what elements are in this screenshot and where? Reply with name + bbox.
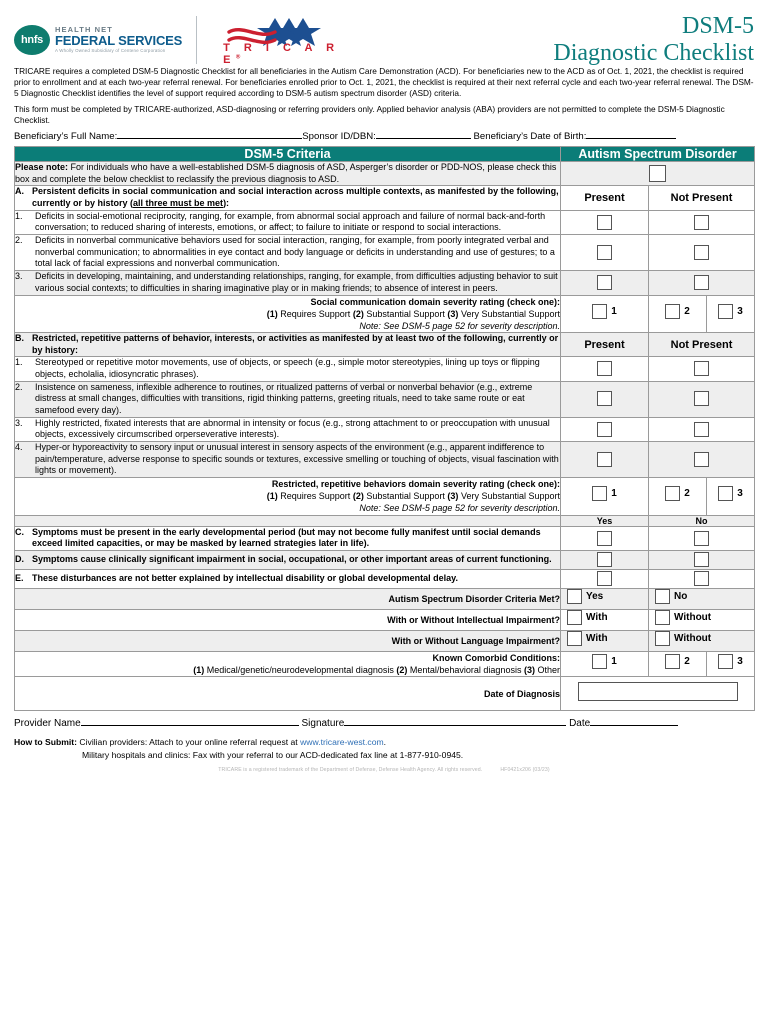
comorbid-conditions-row bbox=[15, 651, 755, 676]
section-a-item-1-body: Deficits in social-emotional reciprocity, ranging, for example, from abnormal social approach and failure of normal back-and-forth conversation; to reduced sharing of interests, emotions, or affect; to failure to initiate or respond to social interactions. bbox=[35, 210, 546, 233]
please-note-checkbox[interactable] bbox=[649, 165, 666, 182]
section-d-body: Symptoms cause clinically significant impairment in social, occupational, or other important areas of current functioning. bbox=[32, 554, 552, 565]
tricare-west-link[interactable]: www.tricare-west.com bbox=[300, 737, 384, 748]
section-b-item-4-notpresent-checkbox[interactable] bbox=[694, 452, 709, 467]
registered-mark-icon: ® bbox=[235, 54, 241, 61]
criteria-met-yes-cell[interactable] bbox=[561, 588, 649, 609]
section-a-letter: A. bbox=[15, 186, 24, 197]
yesno-subheader-row bbox=[15, 515, 755, 526]
section-a-item-3-number: 3. bbox=[15, 271, 23, 282]
section-d-letter: D. bbox=[15, 554, 24, 565]
section-b-severity-2-label: 2 bbox=[684, 488, 690, 500]
section-d-yes-checkbox[interactable] bbox=[597, 552, 612, 567]
section-b-present-header: Present bbox=[561, 332, 649, 356]
section-a-severity-3-checkbox[interactable] bbox=[718, 304, 733, 319]
criteria-met-yes-checkbox[interactable] bbox=[567, 589, 582, 604]
section-a-item-3-text bbox=[15, 271, 561, 295]
section-b-item-1-notpresent-checkbox[interactable] bbox=[694, 361, 709, 376]
section-c-text bbox=[15, 526, 561, 550]
section-a-item-2-body: Deficits in nonverbal communicative behaviors used for social interaction, ranging, for example, from poorly integrated verbal and nonverbal communication; to abnormalities in eye contact and body language or deficits in understanding and use of gestures; to a total lack of facial expressions and nonverbal communication. bbox=[35, 235, 555, 269]
comorbid-n3: (3) bbox=[523, 665, 535, 676]
section-a-severity-text bbox=[15, 295, 561, 332]
section-c-yes-checkbox[interactable] bbox=[597, 531, 612, 546]
criteria-met-yes-label: Yes bbox=[586, 590, 604, 602]
language-without-label: Without bbox=[674, 632, 712, 644]
section-a-item-3-present-checkbox[interactable] bbox=[597, 275, 612, 290]
yesno-subheader-spacer bbox=[15, 515, 561, 526]
section-b-item-3-notpresent-cell[interactable] bbox=[649, 417, 755, 441]
section-c-no-cell[interactable] bbox=[649, 526, 755, 550]
intellectual-with-cell[interactable] bbox=[561, 609, 649, 630]
section-b-item-2-text bbox=[15, 381, 561, 417]
date-of-diagnosis-input[interactable] bbox=[578, 682, 738, 701]
table-header-row bbox=[15, 146, 755, 161]
how-to-submit-line1-pre: Civilian providers: Attach to your online referral request at bbox=[77, 737, 301, 748]
section-b-header-row bbox=[15, 332, 755, 356]
dob-label: Beneficiary’s Date of Birth: bbox=[473, 130, 587, 142]
section-e-no-cell[interactable] bbox=[649, 569, 755, 588]
how-to-submit bbox=[14, 736, 754, 761]
date-label: Date bbox=[569, 718, 591, 730]
section-b-text: Restricted, repetitive patterns of behavior, interests, or activities as manifested by at least two of the following, currently or by history: bbox=[32, 332, 559, 355]
section-c-yes-cell[interactable] bbox=[561, 526, 649, 550]
section-e-yes-checkbox[interactable] bbox=[597, 571, 612, 586]
title-line-1: DSM-5 bbox=[681, 13, 754, 39]
section-c-body: Symptoms must be present in the early developmental period (but may not become fully manifest until social demands exceed limited capacities, or may be masked by learned strategies later in life). bbox=[32, 526, 541, 549]
section-e-no-checkbox[interactable] bbox=[694, 571, 709, 586]
criteria-met-label: Autism Spectrum Disorder Criteria Met? bbox=[15, 588, 561, 609]
tricare-wordmark: T R I C A R E® bbox=[223, 42, 340, 66]
section-b-item-4-present-checkbox[interactable] bbox=[597, 452, 612, 467]
comorbid-2-cell[interactable] bbox=[649, 651, 707, 676]
section-a-item-3-notpresent-cell[interactable] bbox=[649, 271, 755, 295]
intro-text bbox=[14, 66, 754, 126]
language-impairment-label: With or Without Language Impairment? bbox=[15, 630, 561, 651]
comorbid-options bbox=[15, 664, 560, 676]
section-b-item-2-row bbox=[15, 381, 755, 417]
please-note-text bbox=[15, 161, 561, 185]
section-a-item-1-row bbox=[15, 210, 755, 234]
form-code: HF0421x206 (03/23) bbox=[500, 767, 550, 774]
section-a-severity-1-checkbox[interactable] bbox=[592, 304, 607, 319]
comorbid-n1: (1) bbox=[193, 665, 205, 676]
section-a-item-2-present-checkbox[interactable] bbox=[597, 245, 612, 260]
section-e-yes-cell[interactable] bbox=[561, 569, 649, 588]
section-b-severity-2-checkbox[interactable] bbox=[665, 486, 680, 501]
criteria-met-no-label: No bbox=[674, 590, 688, 602]
provider-name-input[interactable] bbox=[81, 725, 299, 726]
section-b-item-3-text bbox=[15, 417, 561, 441]
intellectual-impairment-row bbox=[15, 609, 755, 630]
section-b-severity-row bbox=[15, 478, 755, 515]
sev-b-n1: (1) bbox=[266, 491, 278, 502]
section-b-severity-text bbox=[15, 478, 561, 515]
intro-paragraph-2: This form must be completed by TRICARE-authorized, ASD-diagnosing or referring providers only. Applied behavior analysis (ABA) providers are not permitted to complete the DSM-5 Diagnostic Checklist. bbox=[14, 103, 725, 125]
section-b-severity-title: Restricted, repetitive behaviors domain severity rating (check one): bbox=[271, 479, 560, 490]
language-without-checkbox[interactable] bbox=[655, 631, 670, 646]
section-c-no-checkbox[interactable] bbox=[694, 531, 709, 546]
comorbid-3-cell[interactable] bbox=[707, 651, 755, 676]
comorbid-2-label: 2 bbox=[684, 656, 690, 668]
section-a-item-3-notpresent-checkbox[interactable] bbox=[694, 275, 709, 290]
section-d-no-checkbox[interactable] bbox=[694, 552, 709, 567]
section-b-item-4-body: Hyper-or hyporeactivity to sensory input or unusual interest in sensory aspects of the environment (e.g., apparent indifference to pain/temperature, adverse response to specific sounds or textures, excessive smelling or touching of objects, visual fascination with lights or movement). bbox=[35, 442, 559, 476]
section-a-item-1-notpresent-checkbox[interactable] bbox=[694, 215, 709, 230]
date-of-diagnosis-label: Date of Diagnosis bbox=[15, 677, 561, 711]
section-e-row bbox=[15, 569, 755, 588]
sev-b-l3: Very Substantial Support bbox=[460, 491, 560, 502]
sev-b-l2: Substantial Support bbox=[366, 491, 445, 502]
section-b-severity-options bbox=[15, 490, 560, 502]
comorbid-l1: Medical/genetic/neurodevelopmental diagnosis bbox=[206, 665, 394, 676]
section-b-item-1-text bbox=[15, 357, 561, 381]
section-b-severity-3-label: 3 bbox=[737, 488, 743, 500]
sponsor-id-label: Sponsor ID/DBN: bbox=[302, 130, 376, 142]
section-a-severity-2-checkbox[interactable] bbox=[665, 304, 680, 319]
section-a-item-2-row bbox=[15, 235, 755, 271]
comorbid-l2: Mental/behavioral diagnosis bbox=[409, 665, 522, 676]
language-with-checkbox[interactable] bbox=[567, 631, 582, 646]
section-d-no-cell[interactable] bbox=[649, 550, 755, 569]
section-a-severity-3-cell[interactable] bbox=[707, 295, 755, 332]
intellectual-without-label: Without bbox=[674, 611, 712, 623]
sev-a-n1: (1) bbox=[266, 308, 278, 319]
section-a-item-2-notpresent-checkbox[interactable] bbox=[694, 245, 709, 260]
date-input[interactable] bbox=[590, 725, 678, 726]
date-of-diagnosis-cell[interactable] bbox=[561, 677, 755, 711]
sev-a-l2: Substantial Support bbox=[366, 308, 445, 319]
section-c-row bbox=[15, 526, 755, 550]
page-title bbox=[553, 14, 754, 65]
section-a-item-2-number: 2. bbox=[15, 235, 23, 246]
intellectual-with-checkbox[interactable] bbox=[567, 610, 582, 625]
dsm5-criteria-table bbox=[14, 146, 755, 711]
section-a-item-1-present-cell[interactable] bbox=[561, 210, 649, 234]
please-note-label: Please note: bbox=[15, 161, 69, 172]
how-to-submit-line2: Military hospitals and clinics: Fax with your referral to our ACD-dedicated fax line at 1-877-910-0945. bbox=[82, 749, 464, 760]
logo-group bbox=[14, 14, 359, 66]
section-b-item-2-number: 2. bbox=[15, 381, 23, 392]
section-a-severity-1-cell[interactable] bbox=[561, 295, 649, 332]
criteria-met-row bbox=[15, 588, 755, 609]
beneficiary-name-input[interactable] bbox=[117, 138, 302, 139]
section-a-text-post: ): bbox=[223, 198, 230, 208]
section-b-item-4-row bbox=[15, 442, 755, 478]
comorbid-3-label: 3 bbox=[737, 656, 743, 668]
section-d-row bbox=[15, 550, 755, 569]
intellectual-without-cell[interactable] bbox=[649, 609, 755, 630]
section-b-item-3-present-checkbox[interactable] bbox=[597, 422, 612, 437]
section-b-item-3-number: 3. bbox=[15, 417, 23, 428]
section-a-item-1-notpresent-cell[interactable] bbox=[649, 210, 755, 234]
section-a-item-2-text bbox=[15, 235, 561, 271]
criteria-met-no-cell[interactable] bbox=[649, 588, 755, 609]
comorbid-l3: Other bbox=[537, 665, 560, 676]
section-b-severity-2-cell[interactable] bbox=[649, 478, 707, 515]
logo-divider bbox=[196, 16, 197, 64]
language-impairment-row bbox=[15, 630, 755, 651]
section-b-item-4-text bbox=[15, 442, 561, 478]
comorbid-2-checkbox[interactable] bbox=[665, 654, 680, 669]
section-b-letter: B. bbox=[15, 332, 24, 343]
yesno-no-header: No bbox=[649, 515, 755, 526]
section-a-text-pre: Persistent deficits in social communication and social interaction across multiple contexts, as manifested by the following, currently or by history ( bbox=[32, 186, 559, 208]
section-b-item-2-body: Insistence on sameness, inflexible adherence to routines, or ritualized patterns of verbal or nonverbal behavior (e.g., extreme distress at small changes, difficulties with transitions, rigid thinking patterns, greeting rituals, need to take same route or eat samefood every day). bbox=[35, 381, 533, 416]
tricare-logo bbox=[209, 14, 359, 66]
section-b-item-4-number: 4. bbox=[15, 442, 23, 453]
section-b-item-4-present-cell[interactable] bbox=[561, 442, 649, 478]
provider-name-label: Provider Name bbox=[14, 718, 81, 730]
section-a-item-3-body: Deficits in developing, maintaining, and understanding relationships, ranging, for example, from difficulties adjusting behavior to suit various social contexts; to difficulties in sharing imaginative play or in making friends; to absence of interest in peers. bbox=[35, 271, 558, 293]
section-b-item-1-row bbox=[15, 357, 755, 381]
section-b-item-1-body: Stereotyped or repetitive motor movements, use of objects, or speech (e.g., simple motor stereotypies, lining up toys or flipping objects, echolalia, idiosyncratic phrases). bbox=[35, 357, 540, 379]
section-b-item-1-present-checkbox[interactable] bbox=[597, 361, 612, 376]
comorbid-1-label: 1 bbox=[611, 656, 617, 668]
identity-line bbox=[14, 131, 754, 142]
sev-b-n3: (3) bbox=[447, 491, 459, 502]
section-d-yes-cell[interactable] bbox=[561, 550, 649, 569]
sev-a-n3: (3) bbox=[447, 308, 459, 319]
comorbid-label-cell bbox=[15, 651, 561, 676]
trademark-text: TRICARE is a registered trademark of the Department of Defense, Defense Health Agency. All rights reserved. bbox=[218, 767, 483, 774]
signature-label: Signature bbox=[301, 718, 345, 730]
section-a-item-1-text bbox=[15, 210, 561, 234]
section-a-present-header: Present bbox=[561, 186, 649, 210]
section-a-item-1-present-checkbox[interactable] bbox=[597, 215, 612, 230]
criteria-met-no-checkbox[interactable] bbox=[655, 589, 670, 604]
section-a-severity-options bbox=[15, 308, 560, 320]
section-e-letter: E. bbox=[15, 573, 24, 584]
yesno-yes-header: Yes bbox=[561, 515, 649, 526]
sev-a-n2: (2) bbox=[352, 308, 364, 319]
section-a-item-3-present-cell[interactable] bbox=[561, 271, 649, 295]
please-note-checkbox-cell[interactable] bbox=[561, 161, 755, 185]
signature-input[interactable] bbox=[344, 725, 566, 726]
section-b-item-2-present-checkbox[interactable] bbox=[597, 391, 612, 406]
section-a-heading bbox=[15, 186, 561, 210]
sponsor-id-input[interactable] bbox=[376, 138, 471, 139]
intellectual-without-checkbox[interactable] bbox=[655, 610, 670, 625]
section-a-severity-1-label: 1 bbox=[611, 305, 617, 317]
section-b-heading bbox=[15, 332, 561, 356]
comorbid-title: Known Comorbid Conditions: bbox=[432, 652, 560, 663]
section-b-item-4-notpresent-cell[interactable] bbox=[649, 442, 755, 478]
section-b-item-3-row bbox=[15, 417, 755, 441]
health-net-federal-services-logo bbox=[14, 25, 196, 55]
section-a-item-1-number: 1. bbox=[15, 210, 23, 221]
section-b-item-1-notpresent-cell[interactable] bbox=[649, 357, 755, 381]
section-b-severity-note: Note: See DSM-5 page 52 for severity description. bbox=[359, 503, 560, 514]
section-a-item-2-notpresent-cell[interactable] bbox=[649, 235, 755, 271]
section-b-item-2-present-cell[interactable] bbox=[561, 381, 649, 417]
sev-a-l1: Requires Support bbox=[280, 308, 351, 319]
please-note-body: For individuals who have a well-established DSM-5 diagnosis of ASD, Asperger’s disorder or PDD-NOS, please check this box and complete the below checklist to reclassify the previous diagnosis to ASD. bbox=[15, 161, 557, 184]
section-b-item-3-body: Highly restricted, fixated interests that are abnormal in intensity or focus (e.g., strong attachment to or preoccupation with unusual objects, excessively circumscribed orperseverative interests). bbox=[35, 417, 550, 440]
section-b-item-1-present-cell[interactable] bbox=[561, 357, 649, 381]
language-with-cell[interactable] bbox=[561, 630, 649, 651]
section-a-header-row bbox=[15, 186, 755, 210]
hnfs-wordmark bbox=[55, 26, 182, 53]
page-header bbox=[14, 0, 754, 66]
section-b-severity-1-cell[interactable] bbox=[561, 478, 649, 515]
section-b-severity-1-label: 1 bbox=[611, 488, 617, 500]
section-d-text bbox=[15, 550, 561, 569]
header-autism-spectrum-disorder: Autism Spectrum Disorder bbox=[561, 146, 755, 161]
section-b-severity-3-checkbox[interactable] bbox=[718, 486, 733, 501]
sev-b-l1: Requires Support bbox=[280, 491, 351, 502]
comorbid-1-cell[interactable] bbox=[561, 651, 649, 676]
language-without-cell[interactable] bbox=[649, 630, 755, 651]
section-b-item-3-notpresent-checkbox[interactable] bbox=[694, 422, 709, 437]
section-a-item-3-row bbox=[15, 271, 755, 295]
intellectual-impairment-label: With or Without Intellectual Impairment? bbox=[15, 609, 561, 630]
section-a-severity-2-cell[interactable] bbox=[649, 295, 707, 332]
section-b-item-2-notpresent-checkbox[interactable] bbox=[694, 391, 709, 406]
hnfs-line2: FEDERAL SERVICES bbox=[55, 33, 183, 49]
language-with-label: With bbox=[586, 632, 608, 644]
section-a-severity-note: Note: See DSM-5 page 52 for severity description. bbox=[359, 320, 560, 331]
dob-input[interactable] bbox=[586, 138, 676, 139]
hnfs-line1: HEALTH NET bbox=[55, 25, 113, 35]
section-a-severity-title: Social communication domain severity rating (check one): bbox=[310, 296, 560, 307]
hnfs-mark-icon: hnfs bbox=[14, 25, 50, 55]
legal-fineprint bbox=[14, 767, 754, 773]
intro-paragraph-1: TRICARE requires a completed DSM-5 Diagnostic Checklist for all beneficiaries in the Autism Care Demonstration (ACD). For beneficiaries new to the ACD as of Oct. 1, 2021, the checklist is required prior to enrollment and at each two-year referral renewal. For beneficiaries enrolled prior to Oct. 1, 2021, the checklist is required at their next referral cycle and each two-year referral renewal. The DSM-5 Diagnostic Checklist identifies the level of support required according to DSM-5 autism spectrum disorder (ASD) criteria. bbox=[14, 66, 754, 99]
section-a-severity-row bbox=[15, 295, 755, 332]
section-a-text-underline: all three must be met bbox=[133, 198, 224, 208]
section-a-not-present-header: Not Present bbox=[649, 186, 755, 210]
comorbid-1-checkbox[interactable] bbox=[592, 654, 607, 669]
date-of-diagnosis-row bbox=[15, 677, 755, 711]
section-a-severity-3-label: 3 bbox=[737, 305, 743, 317]
section-b-severity-3-cell[interactable] bbox=[707, 478, 755, 515]
how-to-submit-line1-post: . bbox=[383, 737, 387, 748]
section-a-item-2-present-cell[interactable] bbox=[561, 235, 649, 271]
section-b-item-1-number: 1. bbox=[15, 357, 23, 368]
section-c-letter: C. bbox=[15, 526, 24, 537]
please-note-row bbox=[15, 161, 755, 185]
beneficiary-name-label: Beneficiary’s Full Name: bbox=[14, 130, 118, 142]
section-e-body: These disturbances are not better explained by intellectual disability or global developmental delay. bbox=[32, 573, 458, 584]
section-b-item-3-present-cell[interactable] bbox=[561, 417, 649, 441]
section-b-severity-1-checkbox[interactable] bbox=[592, 486, 607, 501]
section-b-not-present-header: Not Present bbox=[649, 332, 755, 356]
section-b-item-2-notpresent-cell[interactable] bbox=[649, 381, 755, 417]
comorbid-n2: (2) bbox=[396, 665, 408, 676]
section-e-text bbox=[15, 569, 561, 588]
comorbid-3-checkbox[interactable] bbox=[718, 654, 733, 669]
sev-b-n2: (2) bbox=[352, 491, 364, 502]
title-line-2: Diagnostic Checklist bbox=[553, 40, 754, 66]
intellectual-with-label: With bbox=[586, 611, 608, 623]
hnfs-line3: A Wholly Owned Subsidiary of Centene Corporation bbox=[55, 47, 166, 53]
provider-signature-line bbox=[14, 718, 754, 729]
header-dsm5-criteria: DSM-5 Criteria bbox=[15, 146, 561, 161]
section-a-severity-2-label: 2 bbox=[684, 305, 690, 317]
how-to-submit-label: How to Submit: bbox=[14, 737, 78, 748]
sev-a-l3: Very Substantial Support bbox=[460, 308, 560, 319]
